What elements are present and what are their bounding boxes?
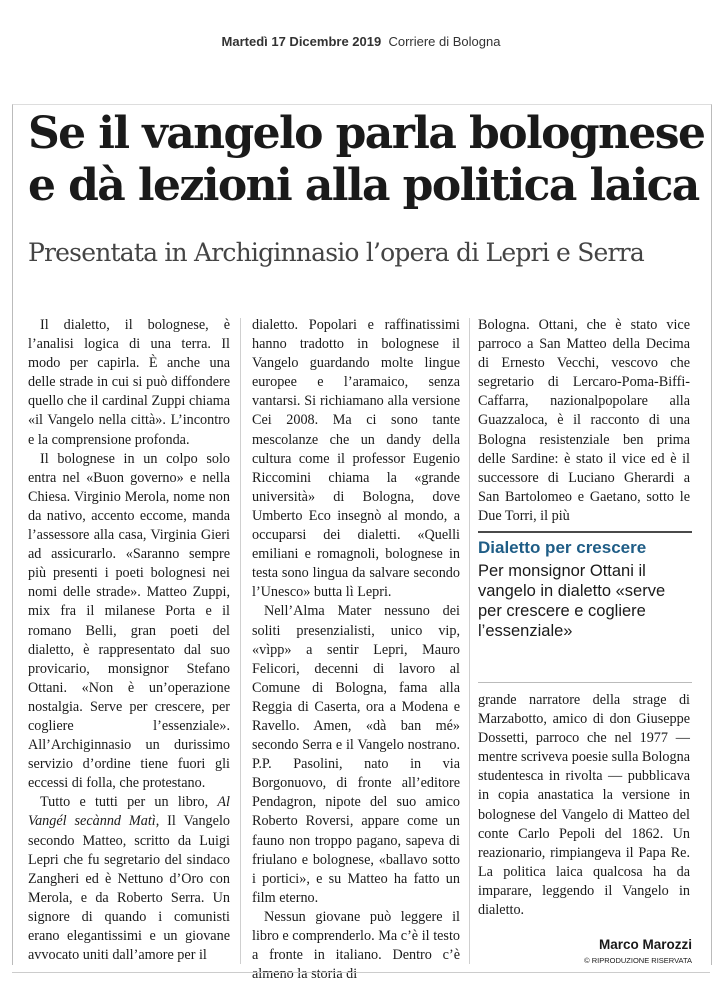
- pull-quote-text: Per monsignor Ottani il vangelo in dialetto «serve per crescere e cogliere l’essenziale»: [478, 562, 666, 640]
- paragraph: dialetto. Popolari e raffinatissimi hanno tradotto in bolognese il Vangelo guardando molte lingue europee e l’aramaico, senza vantarsi. Si richiamano alla versione Cei 2008. Ma ci sono tante mescolanze che un dandy della cultura come il professor Eugenio Riccomini chiama la «grande università» di Bologna, dove Umberto Eco insegnò al mondo, a occuparsi dei dialetti. «Quelli emiliani e romagnoli, bolognese in testa sono lingua da salvare secondo l’Unesco» butta lì Lepri.: [252, 317, 460, 601]
- paragraph-text: , Il Vangelo secondo Matteo, scritto da Luigi Lepri che fu segretario del sindaco Zangheri ed è Nettuno d’Oro con Merola, e da Roberto Serra. Un signore di quando i comunisti erano elegantissimi e un giovane avvocato uniti dall’amore per il: [28, 813, 230, 964]
- headline-line-2: e dà lezioni alla politica laica: [28, 160, 699, 211]
- book-title: Al Vangél secànnd Matì: [28, 794, 230, 830]
- article-column-2: [252, 316, 460, 983]
- column-divider: [240, 318, 241, 964]
- paragraph: Il dialetto, il bolognese, è l’analisi logica di una terra. Il modo per capirla. È anche una delle strade in cui si può diffondere quello che il cardinal Zuppi chiama «il Vangelo nella città». L’incontro e la comprensione profonda.: [28, 317, 230, 448]
- bottom-rule: [12, 972, 710, 973]
- paragraph: Nell’Alma Mater nessuno dei soliti presenzialisti, unico vip, «vìpp» a sentir Lepri, Mauro Felicori, decenni di lavoro al Comune di Bologna, fama alla Reggia di Caserta, ora a Modena e Ravello. Amen, «dà ban mé» secondo Serra e il Vangelo nostrano. P.P. Pasolini, nato in via Borgonuovo, di fronte all’editore Pendagron, nipote del suo amico Roberto Roversi, appare come un fauno non troppo pagano, sapeva di friulano e bolognese, «ballavo sotto i portici», e su Matteo ha fatto un film eterno.: [252, 603, 460, 906]
- paragraph: Bologna. Ottani, che è stato vice parroco a San Matteo della Decima di Ernesto Vecchi, vescovo che segretario di Lercaro-Poma-Biffi-Caffarra, nazionalpopolare alla Guazzaloca, è il racconto di una Bologna resistenziale ben prima delle Sardine: è stato il vice ed è il successore di Luciano Gherardi a San Bartolomeo e Gaetano, sotto le Due Torri, il più: [478, 317, 690, 524]
- byline: Marco Marozzi: [598, 937, 692, 952]
- subheadline: Presentata in Archiginnasio l’opera di Lepri e Serra: [28, 238, 644, 267]
- article-column-3-top: [478, 316, 690, 528]
- publication-name: Corriere di Bologna: [388, 34, 501, 49]
- dateline: [0, 34, 722, 49]
- paragraph: [28, 793, 230, 965]
- column-divider: [469, 318, 470, 964]
- issue-date: Martedì 17 Dicembre 2019: [221, 34, 382, 49]
- headline-line-1: Se il vangelo parla bolognese: [28, 108, 705, 159]
- pull-quote-box: [478, 531, 692, 683]
- paragraph: grande narratore della strage di Marzabotto, amico di don Giuseppe Dossetti, parroco che nel 1977 — mentre scriveva poesie sulla Bologna studentesca in rivolta — pubblicava in copia anastatica la versione in bolognese del Vangelo di Matteo del conte Carlo Pepoli del 1862. Un reazionario, rimpiangeva il Papa Re. La politica laica qualcosa ha da imparare, leggendo il Vangelo in dialetto.: [478, 692, 690, 919]
- pull-quote-rule: [478, 682, 692, 683]
- paragraph: Il bolognese in un colpo solo entra nel «Buon governo» e nella Chiesa. Virginio Merola, nome non da nativo, accento eccome, manda l’assessore alla casa, Virginia Gieri ad assicurarlo. «Saranno sempre più presenti i poeti bolognesi nei nomi delle strade». Matteo Zuppi, mix fra il milanese Porta e il romano Belli, gran poeti del dialetto, è rappresentato dal suo provicario, monsignor Stefano Ottani. «Non è un’operazione nostalgia. Serve per crescere, per cogliere l’essenziale». All’Archiginnasio un durissimo servizio d’ordine tiene fuori gli eccessi di folla, che protestano.: [28, 450, 230, 792]
- paragraph-text: Tutto e tutti per un libro,: [40, 794, 218, 811]
- pull-quote-title: Dialetto per crescere: [478, 538, 647, 557]
- article-column-1: [28, 316, 230, 972]
- headline: [28, 108, 705, 212]
- paragraph: Nessun giovane può leggere il libro e comprenderlo. Ma c’è il testo a fronte in italiano. Dentro c’è almeno la storia di: [252, 908, 460, 983]
- article-column-3-bottom: [478, 691, 690, 935]
- copyright-notice: © RIPRODUZIONE RISERVATA: [584, 956, 692, 965]
